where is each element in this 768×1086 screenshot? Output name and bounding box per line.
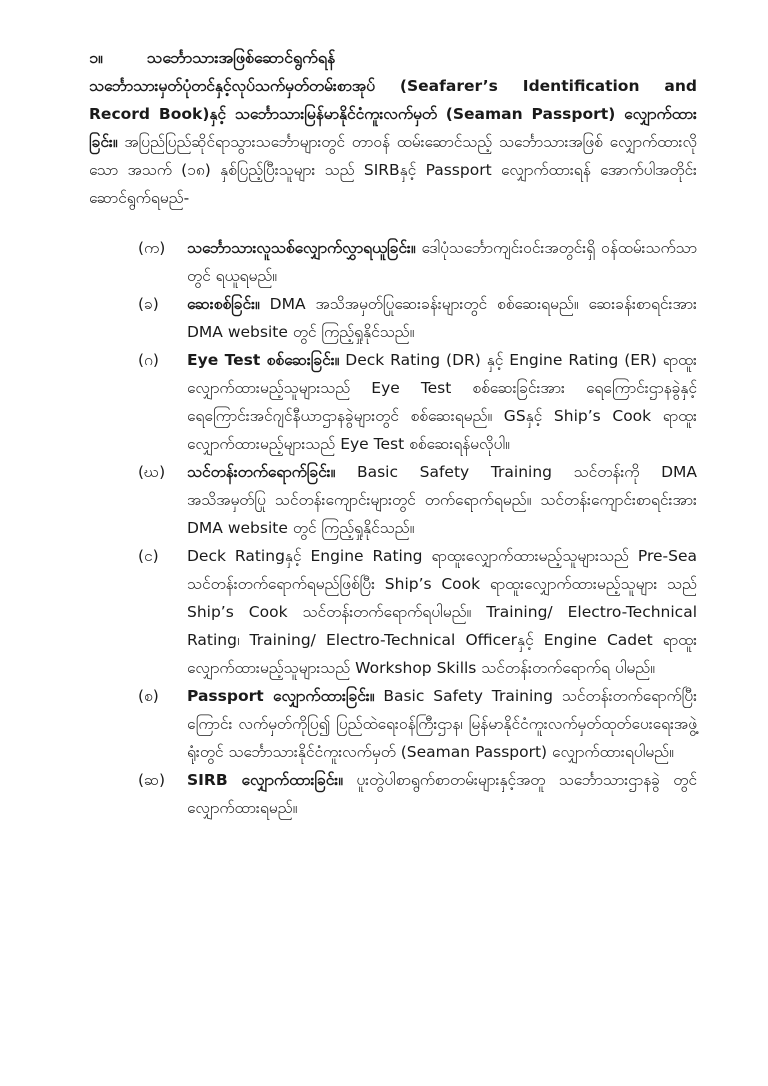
item-text: DMA အသိအမှတ်ပြုဆေးခန်းများတွင် စစ်ဆေးရမည်။ ဆေးခန်းစာရင်းအား DMA website တွင် ကြည့်ရှုနိုင်သည်။ (187, 295, 697, 341)
item-marker: (ဆ) (138, 771, 166, 789)
requirements-list (89, 234, 697, 822)
item-text: ပူးတွဲပါစာရွက်စာတမ်းများနှင့်အတူ သင်္ဘောသားဌာနခွဲ တွင် လျှောက်ထားရမည်။ (187, 771, 697, 817)
item-body (187, 766, 697, 822)
document-page (89, 44, 697, 822)
list-item (138, 346, 697, 458)
item-text: Basic Safety Training သင်တန်းတက်ရောက်ပြီးကြောင်း လက်မှတ်ကိုပြ၍ ပြည်ထဲရေးဝန်ကြီးဌာန၊ မြန်မာနိုင်ငံကူးလက်မှတ်ထုတ်ပေးရေးအဖွဲ့ရုံးတွင် သင်္ဘောသားနိုင်ငံကူးလက်မှတ် (Seaman Passport) လျှောက်ထားရပါမည်။ (187, 687, 698, 761)
item-body (187, 346, 697, 458)
item-title: ဆေးစစ်ခြင်း။ (187, 295, 260, 313)
list-item (138, 458, 697, 542)
item-marker: (စ) (138, 687, 159, 705)
item-text: Deck Ratingနှင့် Engine Rating ရာထူးလျှောက်ထားမည့်သူများသည် Pre-Sea သင်တန်းတက်ရောက်ရမည်ဖြစ်ပြီး Ship’s Cook ရာထူးလျှောက်ထားမည့်သူများ သည် Ship’s Cook သင်တန်းတက်ရောက်ရပါမည်။ Training/ Electro-Technical Rating၊ Training/ Electro-Technical Officerနှင့် Engine Cadet ရာထူး လျှောက်ထားမည့်သူများသည် Workshop Skills သင်တန်းတက်ရောက်ရ ပါမည်။ (187, 547, 697, 677)
list-item (138, 766, 697, 822)
section-title: သင်္ဘောသားအဖြစ်ဆောင်ရွက်ရန် (146, 48, 336, 67)
list-item (138, 682, 697, 766)
item-body (187, 542, 697, 682)
item-marker: (င) (138, 547, 159, 565)
list-item (138, 542, 697, 682)
item-text: Basic Safety Training သင်တန်းကို DMA အသိအမှတ်ပြု သင်တန်းကျောင်းများတွင် တက်ရောက်ရမည်။ သင်တန်းကျောင်းစာရင်းအား DMA website တွင် ကြည့်ရှုနိုင်သည်။ (187, 463, 697, 537)
intro-paragraph (89, 72, 697, 212)
item-body (187, 290, 697, 346)
item-body (187, 458, 697, 542)
item-marker: (က) (138, 239, 166, 257)
item-title: SIRB လျှောက်ထားခြင်း။ (187, 771, 343, 789)
item-body (187, 234, 697, 290)
section-heading (89, 44, 697, 72)
item-text: ဒေါပုံသင်္ဘောကျင်းဝင်းအတွင်းရှိ ဝန်ထမ်းသက်သာတွင် ရယူရမည်။ (187, 239, 697, 285)
section-number: ၁။ (89, 48, 103, 67)
list-item (138, 290, 697, 346)
item-title: သင်္ဘောသားလူသစ်လျှောက်လွှာရယူခြင်း။ (187, 239, 416, 257)
item-title: Eye Test စစ်ဆေးခြင်း။ (187, 351, 340, 369)
intro-bold-text: သင်္ဘောသားမှတ်ပုံတင်နှင့်လုပ်သက်မှတ်တမ်းစာအုပ် (Seafarer’s Identification and Record Book)နှင့် သင်္ဘောသားမြန်မာနိုင်ငံကူးလက်မှတ် (Seaman Passport) လျှောက်ထားခြင်း။ (89, 77, 697, 151)
list-item (138, 234, 697, 290)
item-text: Deck Rating (DR) နှင့် Engine Rating (ER) ရာထူးလျှောက်ထားမည့်သူများသည် Eye Test စစ်ဆေးခြင်းအား ရေကြောင်းဌာနခွဲနှင့် ရေကြောင်းအင်ဂျင်နီယာဌာနခွဲများတွင် စစ်ဆေးရမည်။ GSနှင့် Ship’s Cook ရာထူး လျှောက်ထားမည့်များသည် Eye Test စစ်ဆေးရန်မလိုပါ။ (187, 351, 697, 453)
item-marker: (ခ) (138, 295, 159, 313)
item-marker: (ဂ) (138, 351, 159, 369)
item-body (187, 682, 697, 766)
item-marker: (ဃ) (138, 463, 166, 481)
item-title: သင်တန်းတက်ရောက်ခြင်း။ (187, 463, 336, 481)
item-title: Passport လျှောက်ထားခြင်း။ (187, 687, 375, 705)
intro-body-text: အပြည်ပြည်ဆိုင်ရာသွားသင်္ဘောများတွင် တာဝန် ထမ်းဆောင်သည့် သင်္ဘောသားအဖြစ် လျှောက်ထားလိုသော အသက် (၁၈) နှစ်ပြည့်ပြီးသူများ သည် SIRBနှင့် Passport လျှောက်ထားရန် အောက်ပါအတိုင်း ဆောင်ရွက်ရမည်- (89, 133, 697, 207)
